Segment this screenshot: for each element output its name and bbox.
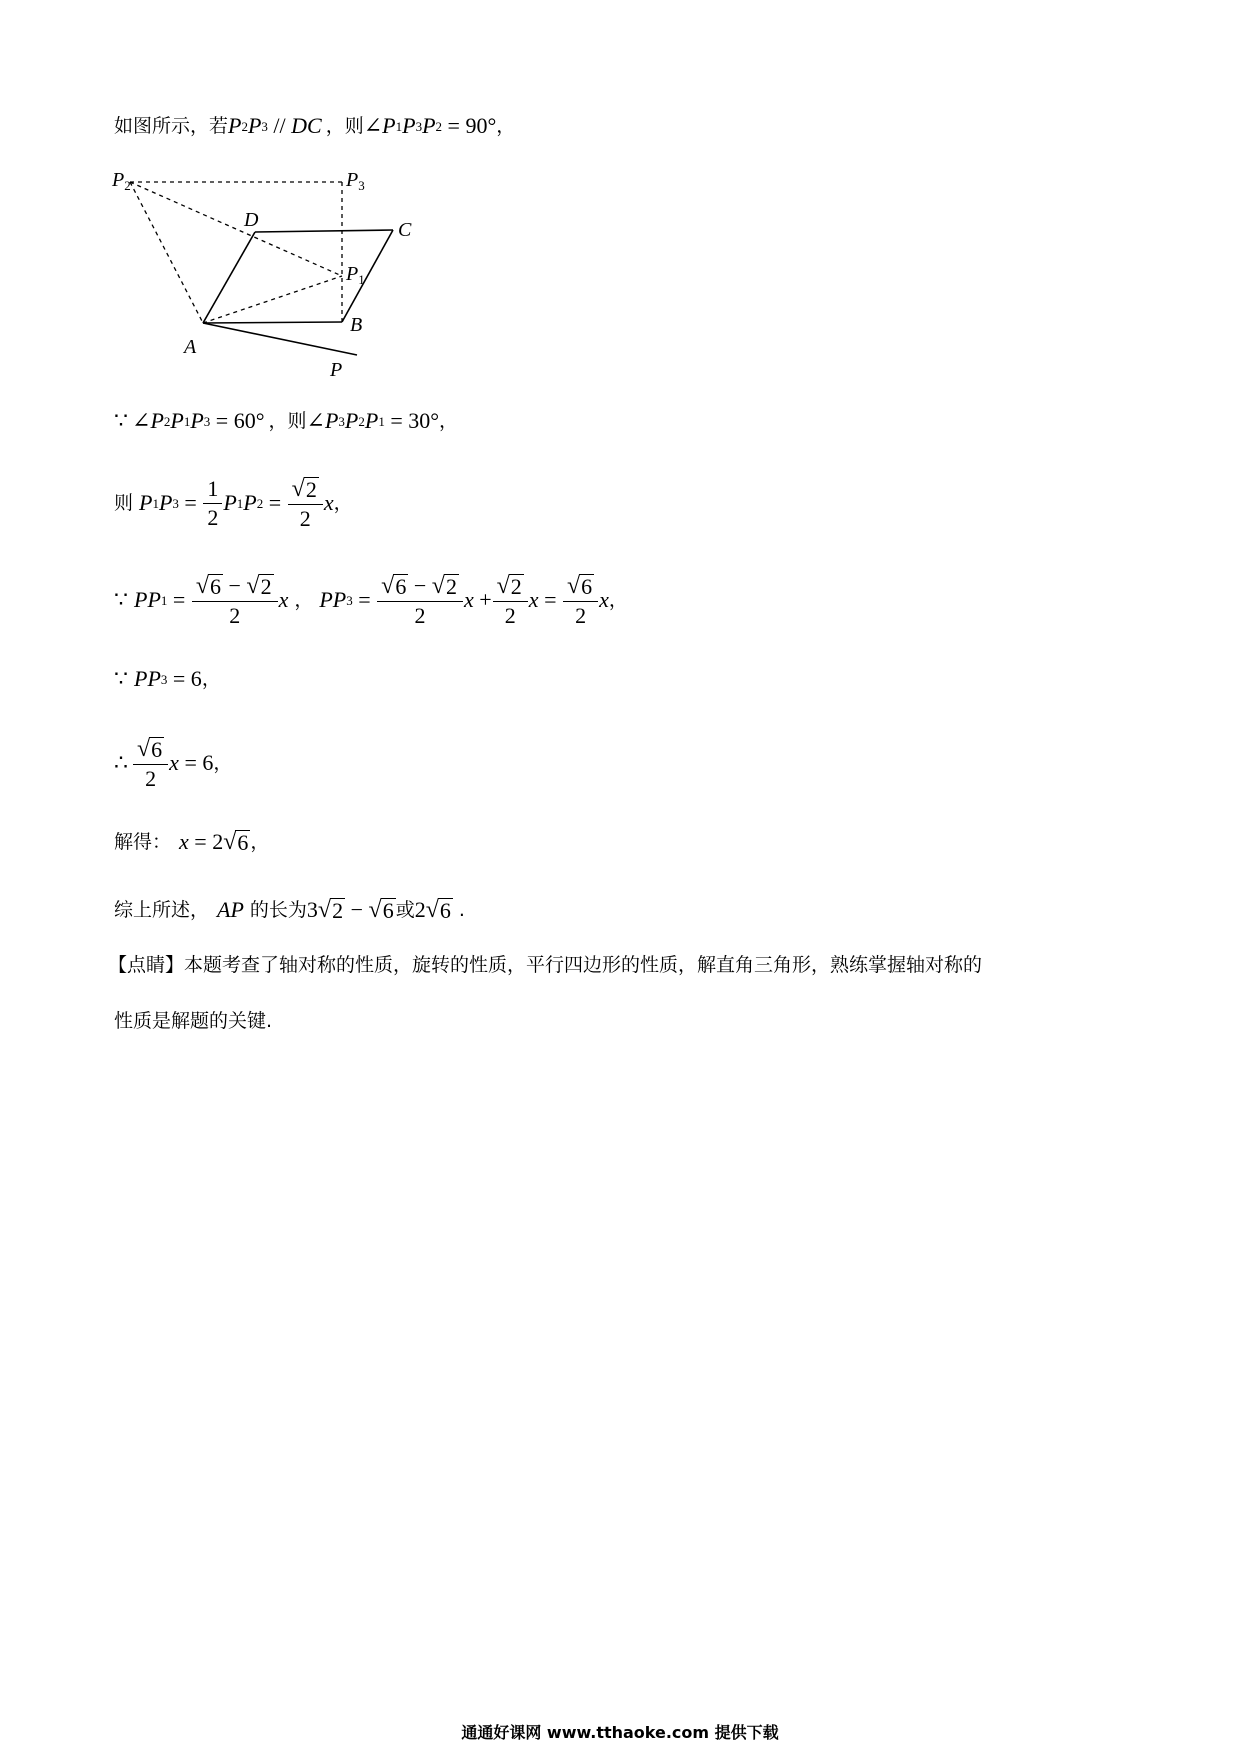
formula-pp3: PP 3 = √ 6 − √ 2 2 x + √ 2 2 x = √ 6 2 x: [319, 572, 609, 628]
text: ，: [333, 491, 353, 514]
text: 或: [395, 898, 415, 921]
footer: 通通好课网 www.tthaoke.com 提供下载: [461, 1723, 779, 1742]
formula-equation: √ 6 2 x = 6: [132, 737, 213, 790]
text: ，: [250, 830, 270, 853]
label-p: P: [330, 359, 343, 381]
label-p3: $P_3$: [346, 169, 365, 193]
formula-p2p3-parallel-dc: P 2 P 3 // DC: [228, 113, 322, 138]
line-4: [114, 572, 628, 628]
because-symbol: ∵: [114, 666, 128, 691]
label-p1: $P_1$: [346, 263, 365, 287]
label-c: C: [398, 219, 412, 241]
line-10: 性质是解题的关键.: [114, 1010, 273, 1032]
formula-solution: x = 2 √ 6: [179, 829, 249, 855]
line-5: [114, 668, 221, 690]
text: ，则: [268, 409, 307, 432]
text: ，则: [325, 114, 364, 137]
line-7: [114, 830, 269, 854]
line-9: 【点睛】本题考查了轴对称的性质，旋转的性质，平行四边形的性质，解直角三角形，熟练掌握轴对称的: [108, 954, 983, 976]
label-p2: $P_2$: [112, 169, 131, 193]
text: 如图所示，若: [114, 114, 229, 137]
line-3: [114, 475, 353, 531]
geometry-figure: [110, 168, 430, 393]
formula-pp1: PP 1 = √ 6 − √ 2 2 x: [134, 572, 289, 628]
formula-answer-1: 3 √ 2 − √ 6: [306, 897, 394, 923]
line-8: [114, 898, 465, 922]
because-symbol: ∵: [114, 408, 128, 433]
formula-angle-30: ∠ P 3 P 2 P 1 = 30°: [306, 408, 440, 433]
formula-answer-2: 2 √ 6: [414, 897, 451, 923]
formula-angle-90: ∠ P 1 P 3 P 2 = 90°: [363, 113, 497, 138]
text: ，: [213, 751, 233, 774]
label-b: B: [350, 314, 363, 336]
text: ，: [496, 114, 516, 137]
text: .: [458, 898, 465, 921]
because-symbol: ∵: [114, 587, 128, 612]
formula-pp3-6: PP 3 = 6: [134, 666, 202, 691]
line-1: [114, 115, 515, 137]
label-d: D: [244, 209, 259, 231]
text: ，: [201, 667, 221, 690]
label-a: A: [184, 336, 197, 358]
line-2: [114, 410, 458, 432]
text: ，: [294, 588, 314, 611]
formula-angle-60: ∠ P 2 P 1 P 3 = 60°: [132, 408, 265, 433]
text: 则: [114, 491, 134, 514]
formula-p1p3: P 1 P 3 = $\frac{1}{2}$ P 1 P 2 = √ 2 2 x: [139, 475, 334, 531]
line-6: [114, 735, 232, 791]
therefore-symbol: ∴: [114, 750, 128, 775]
text: 综上所述，: [114, 898, 210, 921]
text: ，: [608, 588, 628, 611]
text: ，: [439, 409, 459, 432]
text: 的长为: [249, 898, 307, 921]
formula-ap: AP: [217, 897, 244, 922]
text: 解得：: [114, 830, 172, 853]
